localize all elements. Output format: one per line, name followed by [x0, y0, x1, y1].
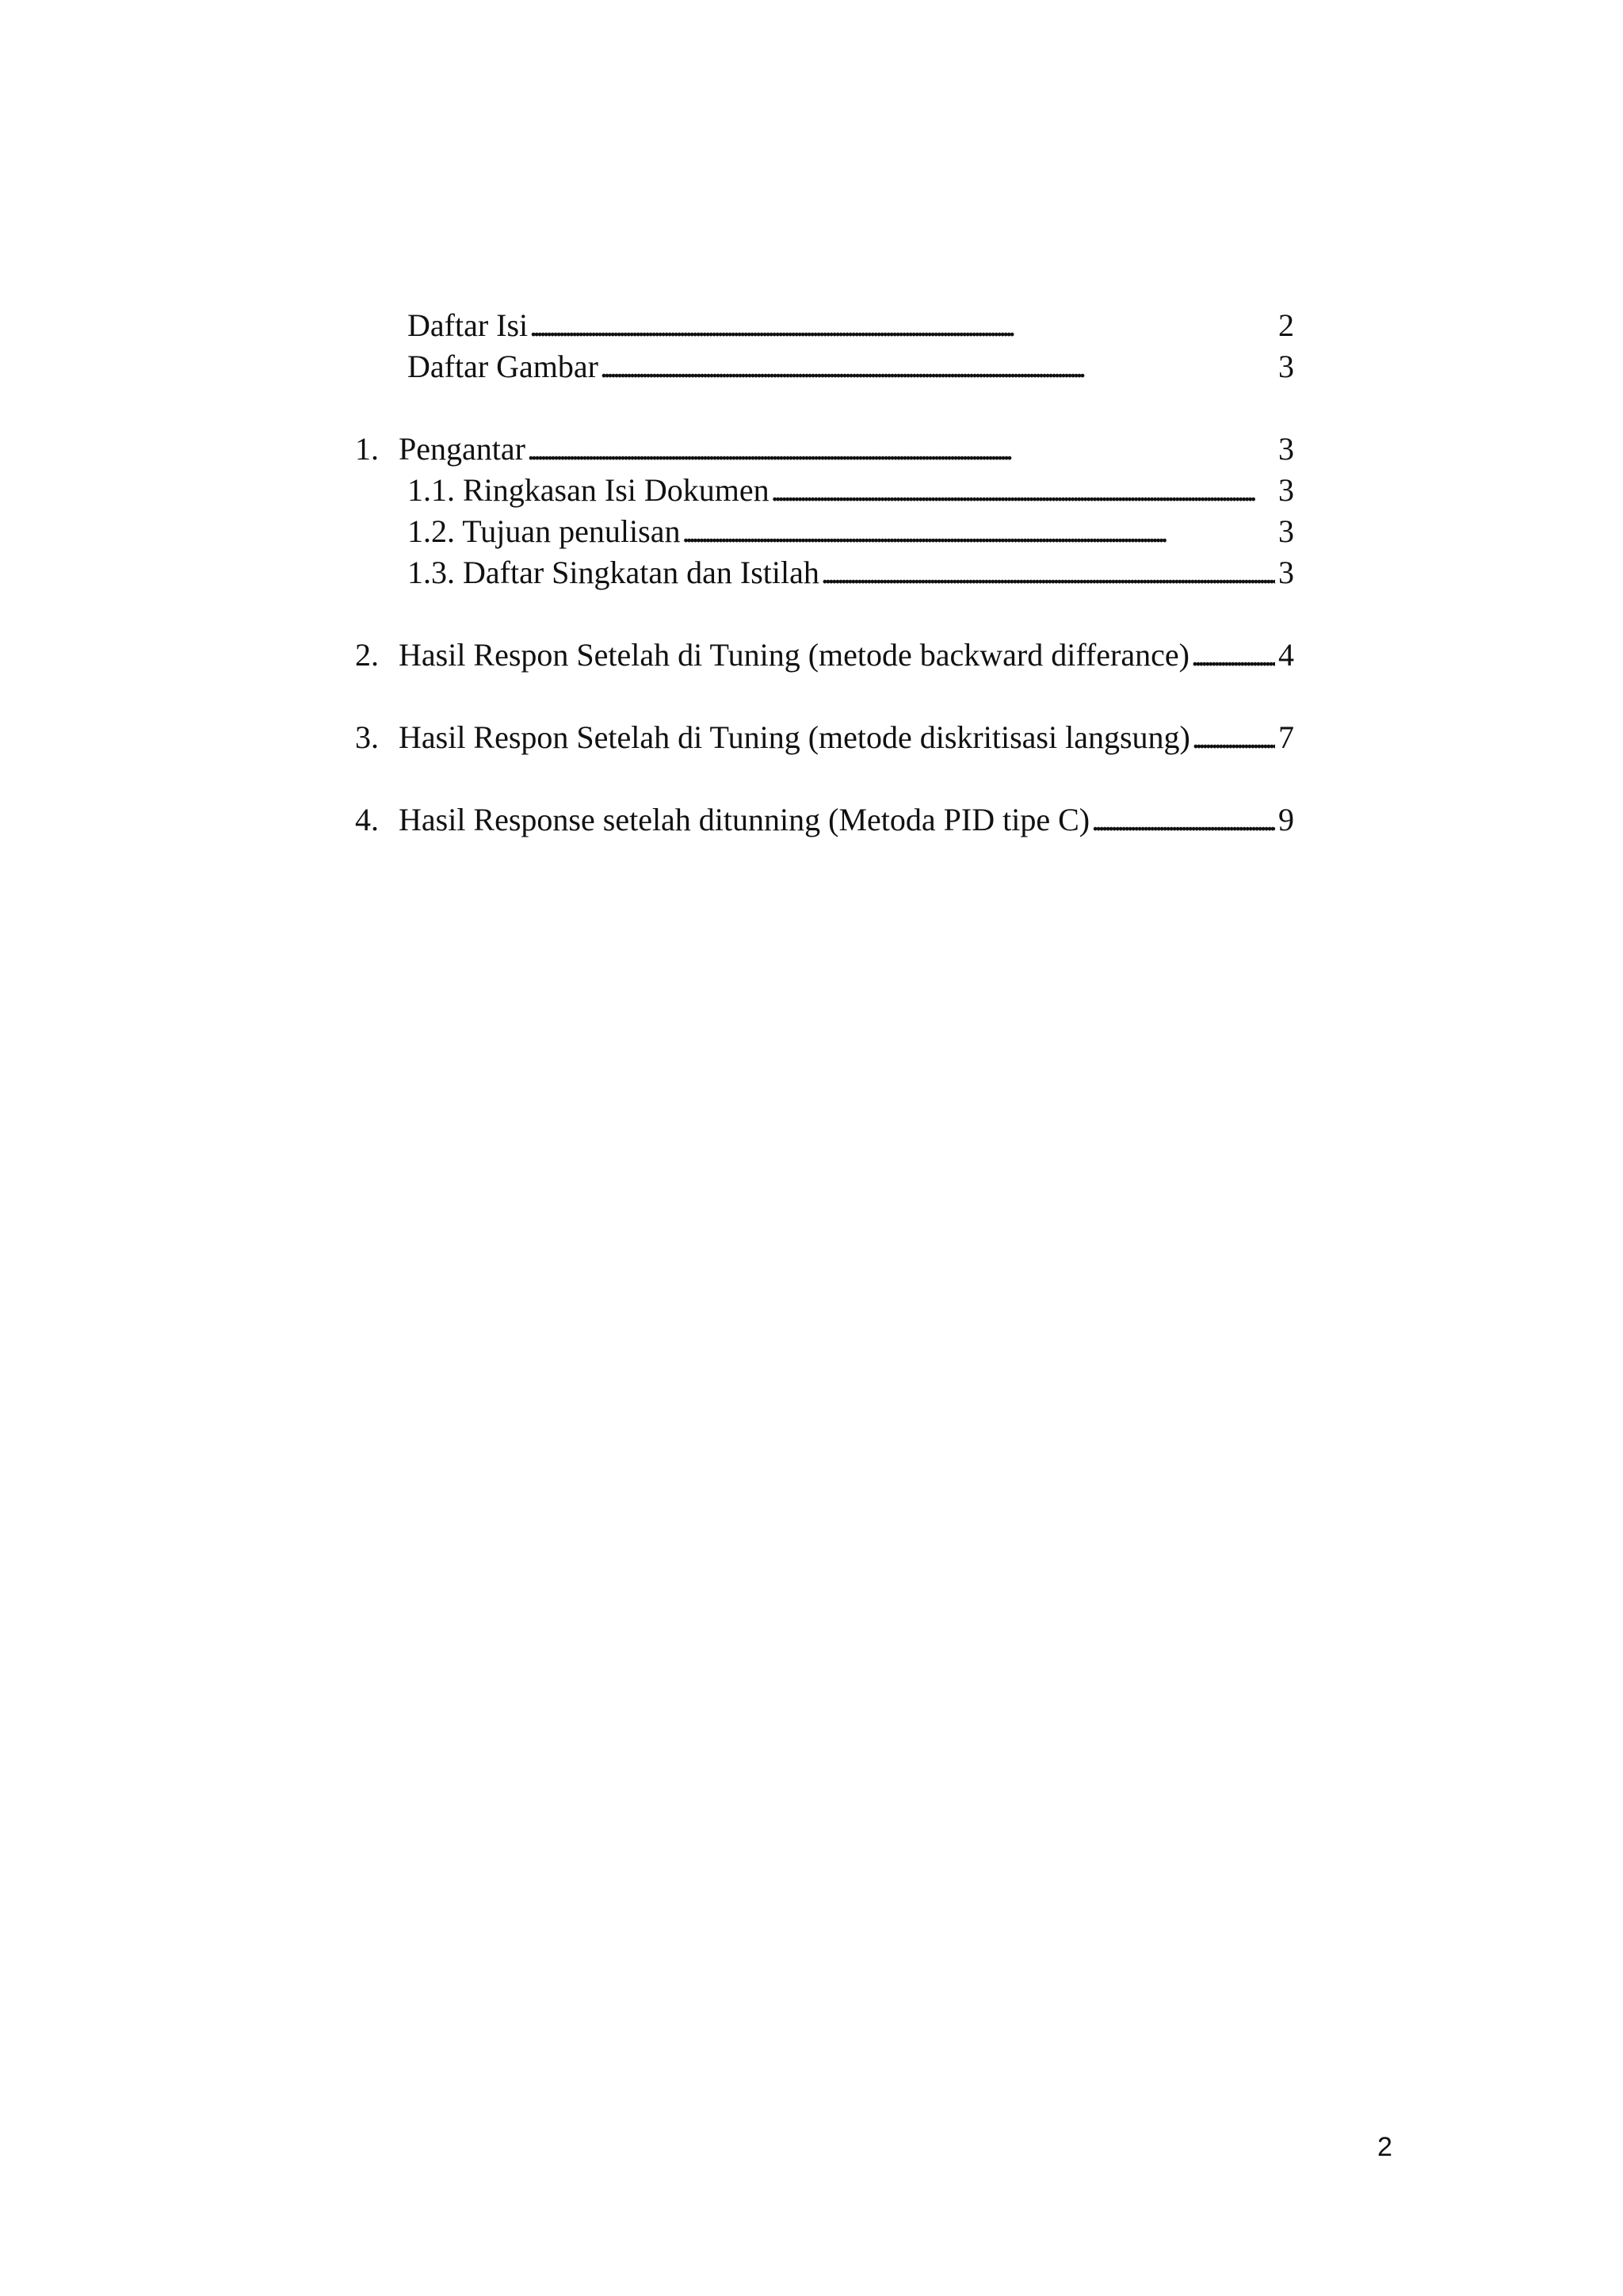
toc-entry-page: 9 — [1275, 799, 1294, 841]
toc-entry-section-2[interactable] — [355, 635, 1294, 676]
toc-entry-page: 4 — [1275, 635, 1294, 676]
page-number: 2 — [1377, 2132, 1392, 2162]
toc-entry-label: 1.2. Tujuan penulisan — [407, 511, 682, 552]
toc-entry-label: Hasil Response setelah ditunning (Metoda PID tipe C) — [399, 799, 1091, 841]
toc-leader-dots — [1191, 635, 1275, 676]
toc-entry-page: 3 — [1275, 346, 1294, 387]
toc-section-number: 3. — [355, 719, 379, 755]
toc-entry-daftar-gambar[interactable] — [355, 346, 1294, 387]
toc-entry-page: 2 — [1275, 305, 1294, 346]
toc-entry-section-4[interactable] — [355, 799, 1294, 841]
toc-entry-page: 3 — [1275, 470, 1294, 511]
toc-entry-label: Daftar Gambar — [407, 346, 600, 387]
toc-entry-daftar-isi[interactable] — [355, 305, 1294, 346]
toc-section-number: 2. — [355, 637, 379, 673]
toc-entry-label: Daftar Isi — [407, 305, 529, 346]
toc-entry-section-1-3[interactable] — [355, 552, 1294, 593]
toc-entry-page: 3 — [1275, 552, 1294, 593]
toc-entry-label: Hasil Respon Setelah di Tuning (metode backward differance) — [399, 635, 1191, 676]
toc-entry-page: 7 — [1275, 717, 1294, 758]
toc-leader-dots — [1192, 717, 1275, 758]
toc-leader-dots — [682, 511, 1275, 552]
toc-leader-dots — [821, 552, 1275, 593]
toc-entry-label: 1.1. Ringkasan Isi Dokumen — [407, 470, 771, 511]
toc-leader-dots — [600, 346, 1275, 387]
toc-entry-page: 3 — [1275, 511, 1294, 552]
toc-leader-dots — [527, 429, 1275, 470]
toc-entry-section-3[interactable] — [355, 717, 1294, 758]
toc-entry-label: Hasil Respon Setelah di Tuning (metode diskritisasi langsung) — [399, 717, 1192, 758]
toc-section-number: 1. — [355, 431, 379, 467]
table-of-contents — [355, 305, 1294, 841]
toc-entry-page: 3 — [1275, 429, 1294, 470]
toc-section-number: 4. — [355, 802, 379, 837]
toc-leader-dots — [771, 470, 1275, 511]
toc-entry-label: Pengantar — [399, 429, 527, 470]
toc-entry-section-1[interactable] — [355, 429, 1294, 470]
toc-leader-dots — [529, 305, 1275, 346]
toc-leader-dots — [1091, 799, 1275, 841]
toc-entry-label: 1.3. Daftar Singkatan dan Istilah — [407, 552, 821, 593]
toc-entry-section-1-1[interactable] — [355, 470, 1294, 511]
toc-entry-section-1-2[interactable] — [355, 511, 1294, 552]
